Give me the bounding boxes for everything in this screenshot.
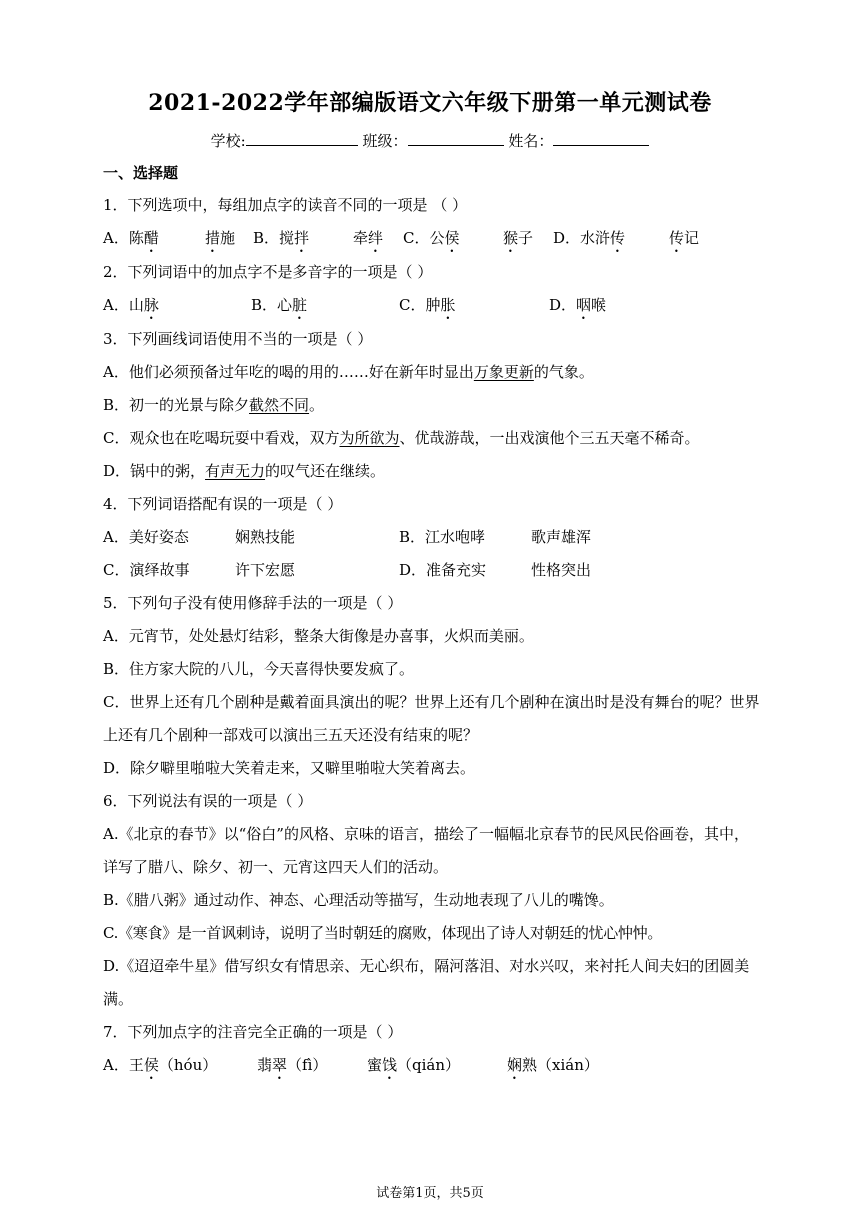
q4-option-d1: D．准备充实 xyxy=(399,561,487,579)
section-heading: 一、选择题 xyxy=(103,164,179,182)
q7-a-label: A． xyxy=(103,1056,129,1074)
question-4-options-cd xyxy=(103,554,763,587)
q2-option-c: C．肿胀 xyxy=(399,296,456,314)
q7-a4-pinyin: （xián） xyxy=(537,1056,599,1074)
q7-a1-pinyin: （hóu） xyxy=(158,1056,218,1074)
q6-option-c: C.《寒食》是一首讽刺诗，说明了当时朝廷的腐败，体现出了诗人对朝廷的忧心忡忡。 xyxy=(103,924,663,942)
q4-option-c1: C．演绎故事 xyxy=(103,561,190,579)
q3-option-d xyxy=(103,455,763,488)
q7-a1-dotted: 侯 xyxy=(143,1056,159,1074)
q6-option-d: D.《迢迢牵牛星》借写织女有情思亲、无心织布，隔河落泪、对水兴叹，来衬托人间夫妇的团圆美满。 xyxy=(103,957,750,1008)
q3-b-tail: 。 xyxy=(309,396,325,414)
question-1-stem: 1．下列选项中，每组加点字的读音不同的一项是 （ ） xyxy=(103,196,468,214)
q1-option-d: D．水浒传 xyxy=(553,229,626,247)
q5-option-a: A．元宵节，处处悬灯结彩，整条大街像是办喜事，火炽而美丽。 xyxy=(103,627,534,645)
q4-option-c2: 许下宏愿 xyxy=(235,561,296,579)
q7-a-item1 xyxy=(103,1049,257,1083)
q7-a-item3 xyxy=(367,1049,507,1083)
q3-c-tail: 、优哉游哉，一出戏演他个三五天毫不稀奇。 xyxy=(399,429,700,447)
q1-option-c2: 猴子 xyxy=(503,229,534,247)
q7-a3-pinyin: （qián） xyxy=(397,1056,461,1074)
question-2-stem: 2．下列词语中的加点字不是多音字的一项是（ ） xyxy=(103,263,433,281)
q7-a4-dotted: 娴 xyxy=(507,1056,523,1074)
q4-option-b2: 歌声雄浑 xyxy=(531,528,592,546)
q5-option-b: B．住方家大院的八儿，今天喜得快要发疯了。 xyxy=(103,660,415,678)
student-info-line xyxy=(0,130,860,151)
q3-d-underlined: 有声无力 xyxy=(205,462,266,480)
q3-c-text: C．观众也在吃喝玩耍中看戏，双方 xyxy=(103,429,340,447)
q6-option-a: A.《北京的春节》以“俗白”的风格、京味的语言，描绘了一幅幅北京春节的民风民俗画卷，其中，详写了腊八、除夕、初一、元宵这四天人们的活动。 xyxy=(103,825,749,876)
school-blank[interactable] xyxy=(246,131,358,146)
question-7-option-a xyxy=(103,1049,763,1083)
q3-option-c xyxy=(103,422,763,455)
q5-option-d: D．除夕噼里啪啦大笑着走来，又噼里啪啦大笑着离去。 xyxy=(103,759,476,777)
question-4-stem: 4．下列词语搭配有误的一项是（ ） xyxy=(103,495,343,513)
q3-option-b xyxy=(103,389,763,422)
class-label: 班级： xyxy=(362,132,408,150)
q1-option-b2: 牵绊 xyxy=(353,229,384,247)
q4-option-a1: A．美好姿态 xyxy=(103,528,189,546)
name-label: 姓名： xyxy=(508,132,554,150)
q7-a3-dotted: 饯 xyxy=(382,1056,398,1074)
q7-a2-char: 翡 xyxy=(257,1056,273,1074)
q7-a-item2 xyxy=(257,1049,367,1083)
q4-option-b1: B．江水咆哮 xyxy=(399,528,486,546)
q7-a1-char: 王 xyxy=(128,1056,144,1074)
q7-a2-dotted: 翠 xyxy=(272,1056,288,1074)
question-5-stem: 5．下列句子没有使用修辞手法的一项是（ ） xyxy=(103,594,403,612)
q6-option-b: B.《腊八粥》通过动作、神态、心理活动等描写，生动地表现了八儿的嘴馋。 xyxy=(103,891,614,909)
page-title: 2021-2022学年部编版语文六年级下册第一单元测试卷 xyxy=(148,90,712,116)
q7-a-item4 xyxy=(507,1049,627,1083)
question-1-options xyxy=(103,222,763,256)
q1-option-d2: 传记 xyxy=(669,229,700,247)
q1-option-a: A．陈醋 xyxy=(103,229,159,247)
school-label: 学校: xyxy=(210,132,246,150)
q3-a-text: A．他们必须预备过年吃的喝的用的……好在新年时显出 xyxy=(103,363,474,381)
q3-d-text: D．锅中的粥， xyxy=(103,462,206,480)
question-6-stem: 6．下列说法有误的一项是（ ） xyxy=(103,792,313,810)
question-3-stem: 3．下列画线词语使用不当的一项是（ ） xyxy=(103,330,373,348)
question-4-options-ab xyxy=(103,521,763,554)
q2-option-d: D．咽喉 xyxy=(549,296,607,314)
q3-b-text: B．初一的光景与除夕 xyxy=(103,396,250,414)
q7-a4-char: 熟 xyxy=(522,1056,538,1074)
class-blank[interactable] xyxy=(408,131,504,146)
q1-option-c: C．公侯 xyxy=(403,229,460,247)
q3-d-tail: 的叹气还在继续。 xyxy=(265,462,386,480)
q7-a2-pinyin: （fì） xyxy=(287,1056,328,1074)
q1-option-a2: 措施 xyxy=(205,229,236,247)
q2-option-b: B．心脏 xyxy=(251,296,308,314)
q4-option-a2: 娴熟技能 xyxy=(235,528,296,546)
name-blank[interactable] xyxy=(553,131,649,146)
page-footer: 试卷第1页，共5页 xyxy=(376,1186,484,1201)
q3-option-a xyxy=(103,356,763,389)
q3-a-tail: 的气象。 xyxy=(533,363,594,381)
question-list xyxy=(103,160,763,1083)
q1-option-b: B．搅拌 xyxy=(253,229,310,247)
question-2-options xyxy=(103,289,763,323)
q3-c-underlined: 为所欲为 xyxy=(339,429,400,447)
q3-a-underlined: 万象更新 xyxy=(473,363,534,381)
q3-b-underlined: 截然不同 xyxy=(249,396,310,414)
question-7-stem: 7．下列加点字的注音完全正确的一项是（ ） xyxy=(103,1023,403,1041)
q7-a3-char: 蜜 xyxy=(367,1056,383,1074)
q4-option-d2: 性格突出 xyxy=(531,561,592,579)
q5-option-c: C．世界上还有几个剧种是戴着面具演出的呢？世界上还有几个剧种在演出时是没有舞台的呢？世界上还有几个剧种一部戏可以演出三五天还没有结束的呢？ xyxy=(103,693,760,744)
q2-option-a: A．山脉 xyxy=(103,296,159,314)
